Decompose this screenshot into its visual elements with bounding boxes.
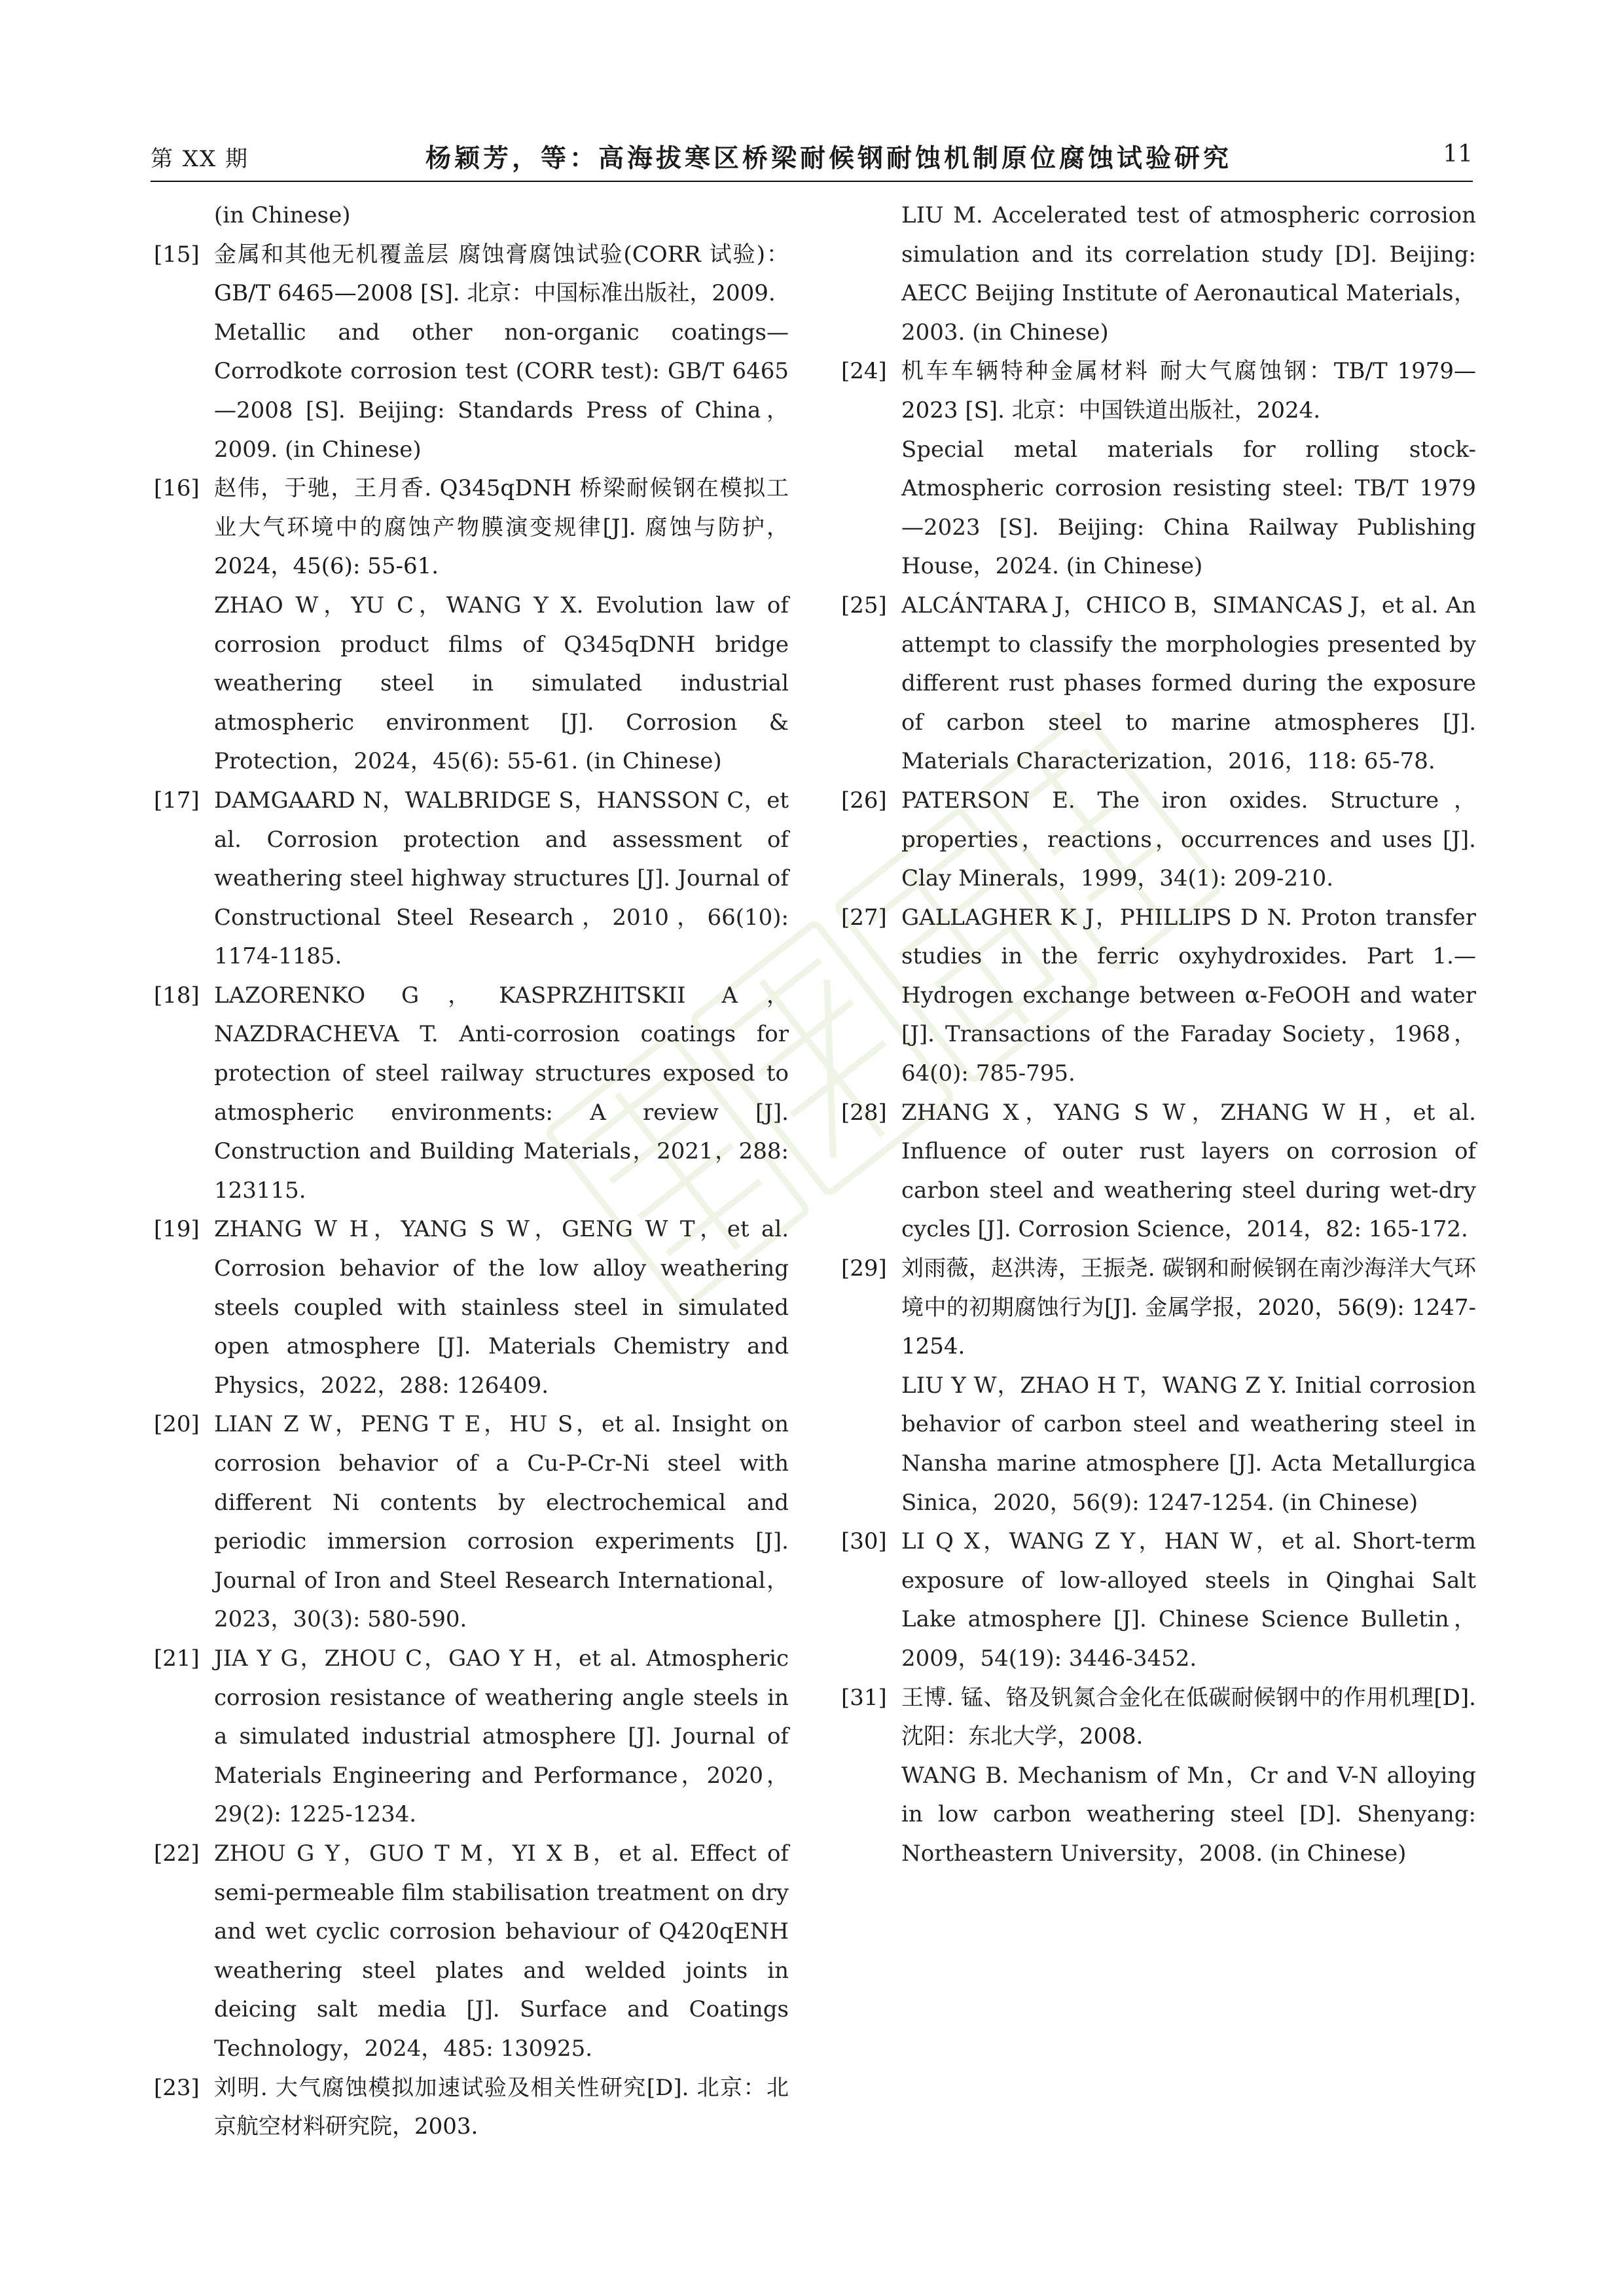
reference-english-text: LAZORENKO G，KASPRZHITSKII A，NAZDRACHEVA T. Anti-corrosion coatings for protection of steel railway structures exposed to atmospheric environments: A review [J]. Construction and Building Materials，2021，288: 123115.	[214, 982, 789, 1204]
reference-number: [16]	[154, 475, 200, 502]
reference-18	[154, 977, 789, 1211]
reference-english-text: Special metal materials for rolling stock-Atmospheric corrosion resisting steel: TB/T 1979—2023 [S]. Beijing: China Railway Publishing House，2024. (in Chinese)	[901, 436, 1476, 580]
header-rule	[151, 181, 1473, 182]
reference-continuation: LIU M. Accelerated test of atmospheric corrosion simulation and its correlation study [D]. Beijing: AECC Beijing Institute of Aeronautical Materials，2003. (in Chinese)	[901, 202, 1476, 346]
reference-number: [19]	[154, 1216, 200, 1243]
reference-27	[841, 899, 1476, 1094]
reference-number: [17]	[154, 787, 200, 814]
reference-number: [31]	[841, 1684, 887, 1711]
reference-30	[841, 1522, 1476, 1678]
reference-23	[154, 2069, 789, 2147]
reference-29	[841, 1249, 1476, 1522]
reference-16	[154, 469, 789, 781]
reference-number: [30]	[841, 1528, 887, 1555]
reference-english-text: PATERSON E. The iron oxides. Structure，properties，reactions，occurrences and uses [J]. Clay Minerals，1999，34(1): 209-210.	[901, 787, 1476, 892]
reference-continuation: (in Chinese)	[214, 202, 351, 228]
reference-19	[154, 1210, 789, 1405]
reference-15	[154, 236, 789, 470]
page-number: 11	[1443, 141, 1473, 168]
reference-number: [24]	[841, 358, 887, 385]
reference-number: [22]	[154, 1840, 200, 1867]
reference-english-text: ZHANG W H，YANG S W，GENG W T，et al. Corrosion behavior of the low alloy weathering steels coupled with stainless steel in simulated open atmosphere [J]. Materials Chemistry and Physics，2022，288: 126409.	[214, 1216, 789, 1399]
reference-english-text: Metallic and other non-organic coatings—Corrodkote corrosion test (CORR test): GB/T 6465—2008 [S]. Beijing: Standards Press of China，2009. (in Chinese)	[214, 319, 789, 463]
reference-number: [29]	[841, 1255, 887, 1282]
reference-english-text: ZHOU G Y，GUO T M，YI X B，et al. Effect of semi-permeable film stabilisation treatment on dry and wet cyclic corrosion behaviour of Q420qENH weathering steel plates and welded joints in deicing salt media [J]. Surface and Coatings Technology，2024，485: 130925.	[214, 1840, 789, 2062]
reference-chinese-text: 刘雨薇，赵洪涛，王振尧. 碳钢和耐候钢在南沙海洋大气环境中的初期腐蚀行为[J]. 金属学报，2020，56(9): 1247-1254.	[901, 1255, 1476, 1360]
reference-chinese-text: 机车车辆特种金属材料 耐大气腐蚀钢：TB/T 1979—2023 [S]. 北京：中国铁道出版社，2024.	[901, 358, 1476, 423]
reference-english-text: LIU Y W，ZHAO H T，WANG Z Y. Initial corrosion behavior of carbon steel and weathering steel in Nansha marine atmosphere [J]. Acta Metallurgica Sinica，2020，56(9): 1247-1254. (in Chinese)	[901, 1372, 1476, 1516]
reference-17	[154, 781, 789, 977]
reference-english-text: ZHAO W，YU C，WANG Y X. Evolution law of corrosion product films of Q345qDNH bridge weathering steel in simulated industrial atmospheric environment [J]. Corrosion & Protection，2024，45(6): 55-61. (in Chinese)	[214, 592, 789, 775]
running-title: 杨颖芳，等：高海拔寒区桥梁耐候钢耐蚀机制原位腐蚀试验研究	[425, 143, 1233, 173]
reference-number: [27]	[841, 904, 887, 931]
reference-25	[841, 586, 1476, 781]
reference-chinese-text: 王博. 锰、铬及钒氮合金化在低碳耐候钢中的作用机理[D]. 沈阳：东北大学，2008.	[901, 1684, 1476, 1750]
reference-english-text: WANG B. Mechanism of Mn，Cr and V-N alloying in low carbon weathering steel [D]. Shenyang: Northeastern University，2008. (in Chinese)	[901, 1762, 1476, 1867]
reference-28	[841, 1094, 1476, 1249]
reference-english-text: JIA Y G，ZHOU C，GAO Y H，et al. Atmospheric corrosion resistance of weathering angle steels in a simulated industrial atmosphere [J]. Journal of Materials Engineering and Performance，2020，29(2): 1225-1234.	[214, 1645, 789, 1828]
reference-number: [15]	[154, 241, 200, 268]
reference-english-text: LI Q X，WANG Z Y，HAN W，et al. Short-term exposure of low-alloyed steels in Qinghai Salt Lake atmosphere [J]. Chinese Science Bulletin，2009，54(19): 3446-3452.	[901, 1528, 1476, 1672]
reference-english-text: ALCÁNTARA J，CHICO B，SIMANCAS J，et al. An attempt to classify the morphologies presented by different rust phases formed during the exposure of carbon steel to marine atmospheres [J]. Materials Characterization，2016，118: 65-78.	[901, 592, 1476, 775]
reference-chinese-text: 刘明. 大气腐蚀模拟加速试验及相关性研究[D]. 北京：北京航空材料研究院，2003.	[214, 2074, 789, 2140]
reference-number: [18]	[154, 982, 200, 1009]
reference-chinese-text: 金属和其他无机覆盖层 腐蚀膏腐蚀试验(CORR 试验)：GB/T 6465—2008 [S]. 北京：中国标准出版社，2009.	[214, 241, 789, 307]
reference-number: [23]	[154, 2074, 200, 2101]
reference-chinese-text: 赵伟，于驰，王月香. Q345qDNH 桥梁耐候钢在模拟工业大气环境中的腐蚀产物膜演变规律[J]. 腐蚀与防护，2024，45(6): 55-61.	[214, 475, 789, 580]
references-left-column	[154, 196, 789, 2147]
reference-english-text: GALLAGHER K J，PHILLIPS D N. Proton transfer studies in the ferric oxyhydroxides. Part 1.—Hydrogen exchange between α-FeOOH and water [J]. Transactions of the Faraday Society，1968，64(0): 785-795.	[901, 904, 1476, 1087]
reference-number: [20]	[154, 1411, 200, 1438]
reference-22	[154, 1835, 789, 2069]
reference-english-text: DAMGAARD N，WALBRIDGE S，HANSSON C，et al. Corrosion protection and assessment of weathering steel highway structures [J]. Journal of Constructional Steel Research，2010，66(10): 1174-1185.	[214, 787, 789, 970]
reference-20	[154, 1405, 789, 1640]
reference-number: [28]	[841, 1099, 887, 1126]
reference-number: [26]	[841, 787, 887, 814]
issue-label: 第 XX 期	[151, 146, 249, 172]
reference-24	[841, 352, 1476, 586]
running-header	[151, 134, 1473, 179]
reference-english-text: ZHANG X，YANG S W，ZHANG W H，et al. Influence of outer rust layers on corrosion of carbon steel and weathering steel during wet-dry cycles [J]. Corrosion Science，2014，82: 165-172.	[901, 1099, 1476, 1243]
reference-number: [25]	[841, 592, 887, 619]
reference-english-text: LIAN Z W，PENG T E，HU S，et al. Insight on corrosion behavior of a Cu-P-Cr-Ni steel with different Ni contents by electrochemical and periodic immersion corrosion experiments [J]. Journal of Iron and Steel Research International，2023，30(3): 580-590.	[214, 1411, 789, 1633]
reference-21	[154, 1640, 789, 1835]
reference-26	[841, 781, 1476, 899]
reference-31	[841, 1679, 1476, 1874]
references-right-column	[841, 196, 1476, 1874]
reference-number: [21]	[154, 1645, 200, 1672]
